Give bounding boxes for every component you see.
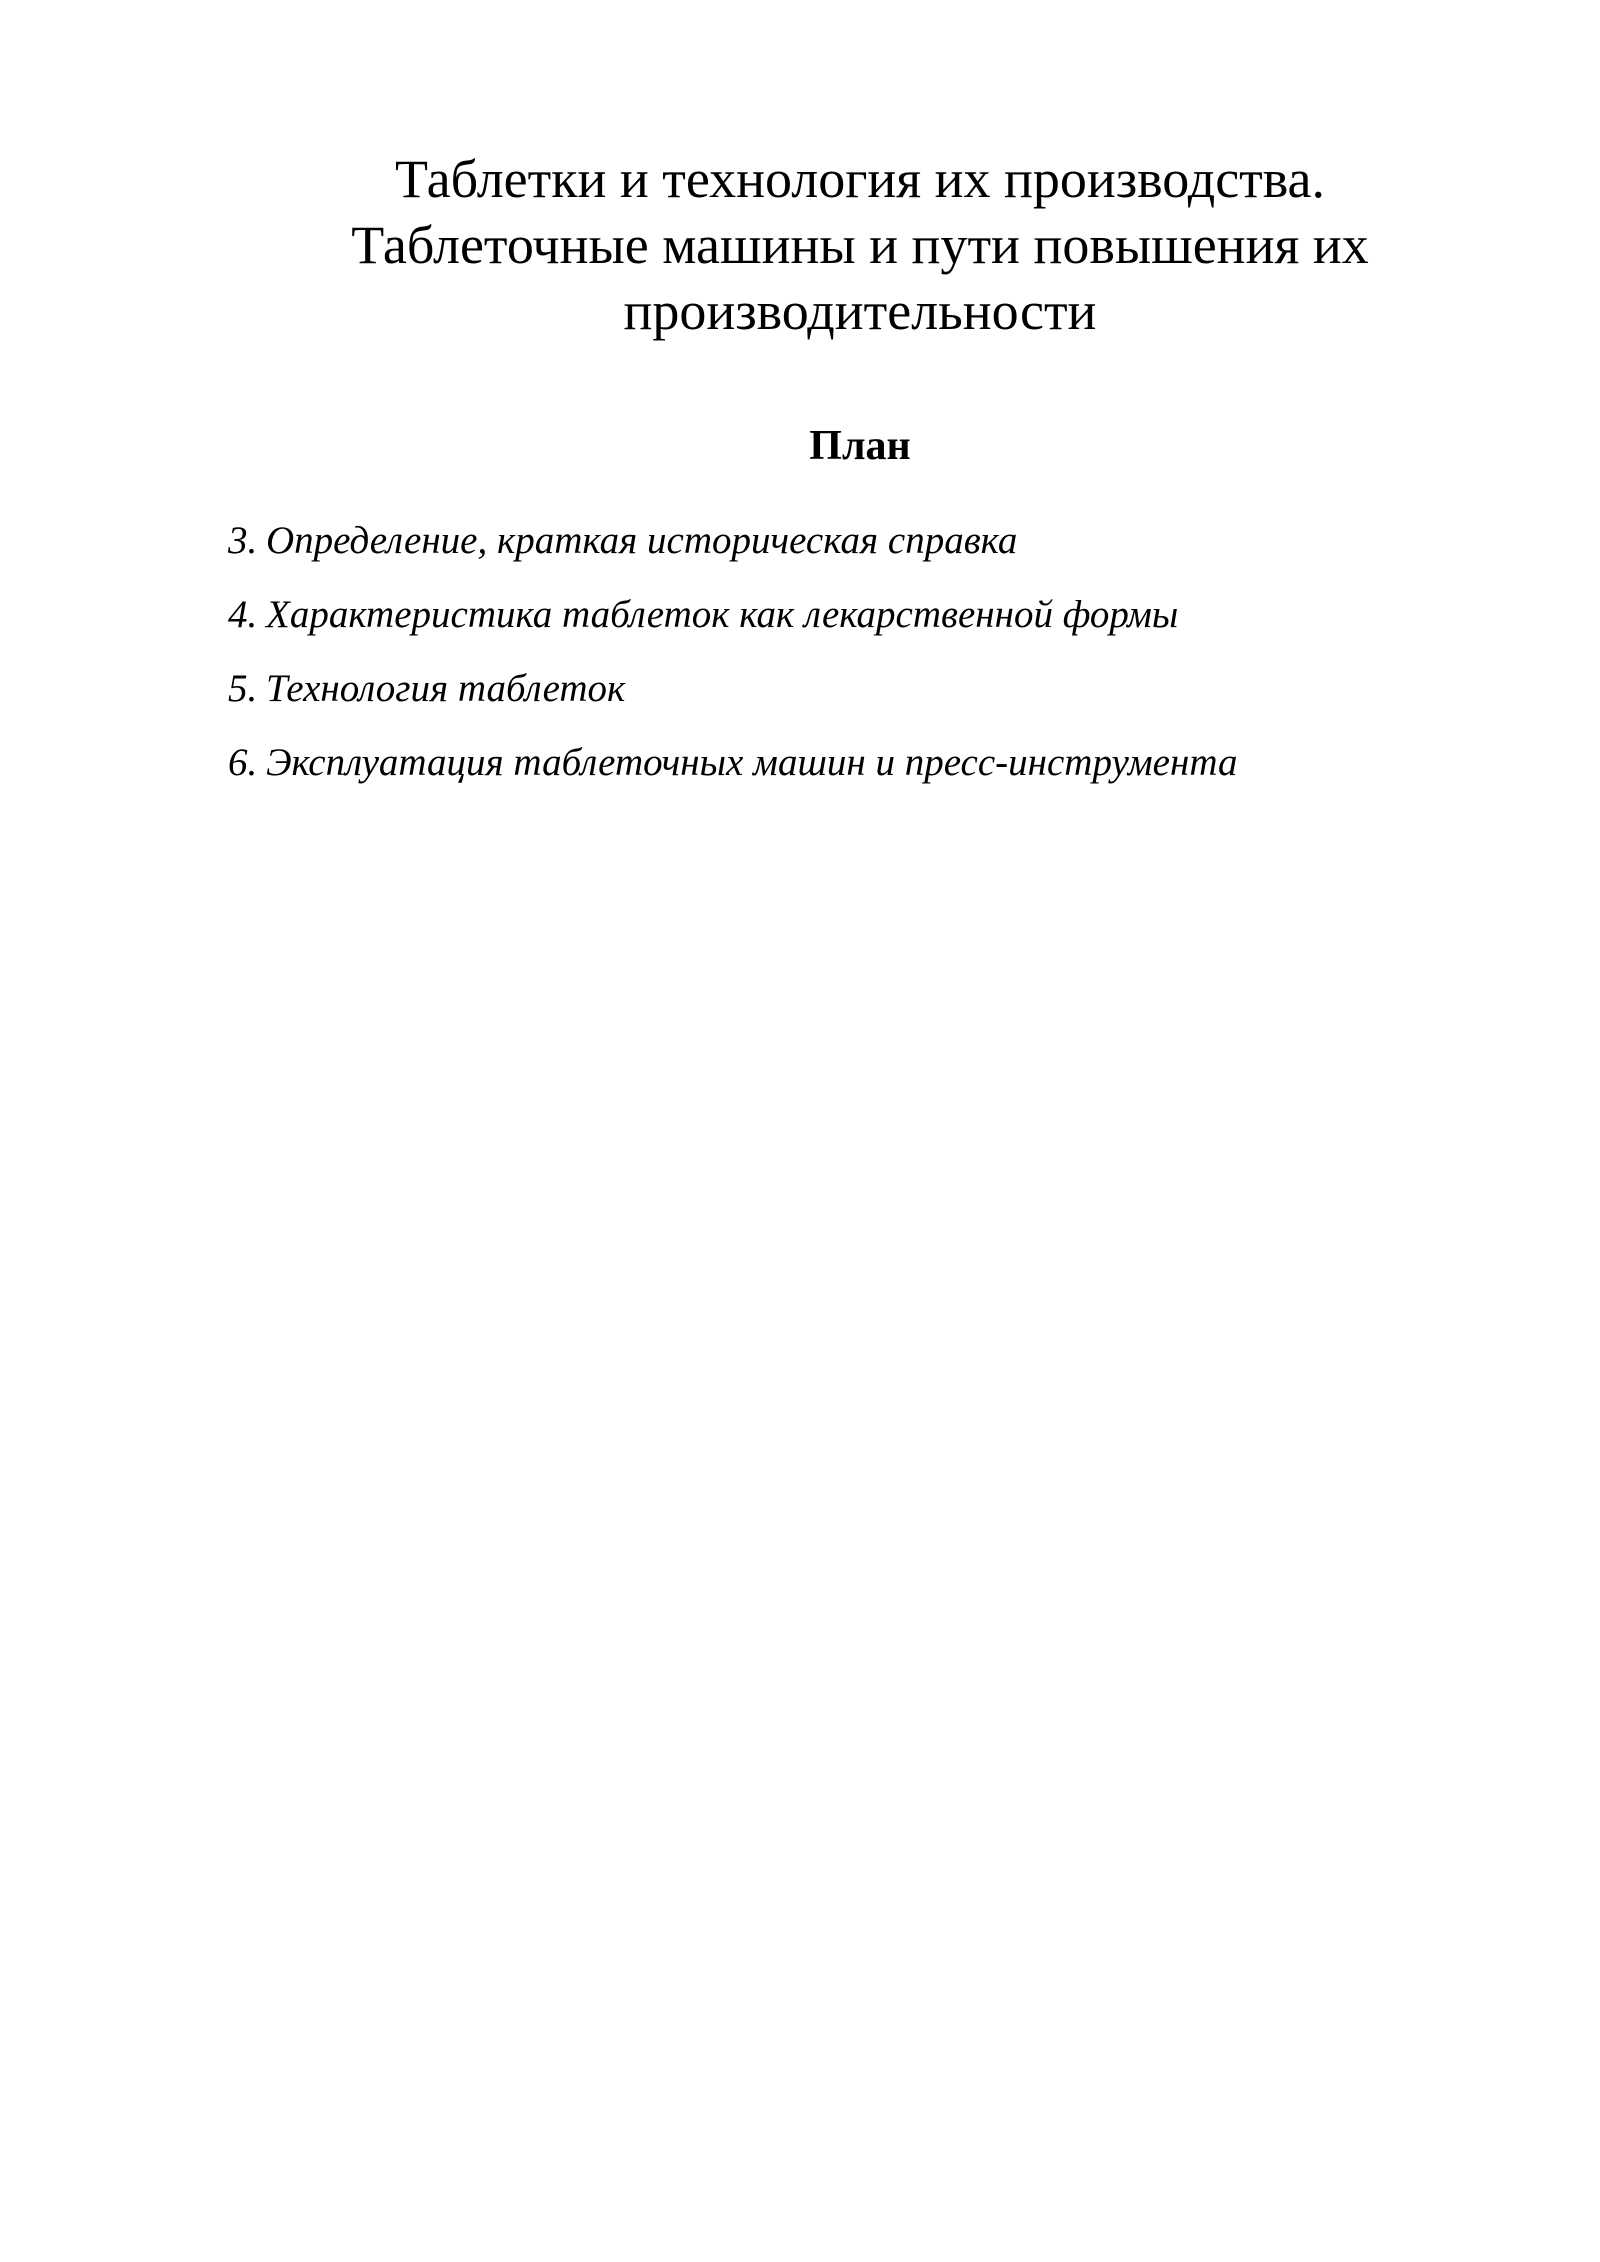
- plan-item: [228, 666, 1428, 740]
- plan-item: [228, 518, 1428, 592]
- plan-item: [228, 740, 1428, 814]
- document-title: [290, 146, 1430, 344]
- plan-item-number: 3.: [228, 519, 258, 562]
- plan-item-text: Эксплуатация таблеточных машин и пресс-инструмента: [266, 741, 1238, 784]
- plan-list: [228, 518, 1428, 814]
- plan-item: [228, 592, 1428, 666]
- title-line-2: Таблеточные машины и пути повышения их: [351, 215, 1369, 275]
- title-line-3: производительности: [623, 281, 1097, 341]
- plan-item-number: 6.: [228, 741, 258, 784]
- plan-item-text: Характеристика таблеток как лекарственной формы: [266, 593, 1179, 636]
- plan-item-number: 5.: [228, 667, 258, 710]
- plan-heading: План: [809, 423, 911, 469]
- plan-item-text: Определение, краткая историческая справка: [266, 519, 1018, 562]
- plan-item-text: Технология таблеток: [266, 667, 626, 710]
- plan-item-number: 4.: [228, 593, 258, 636]
- title-line-1: Таблетки и технология их производства.: [394, 149, 1326, 209]
